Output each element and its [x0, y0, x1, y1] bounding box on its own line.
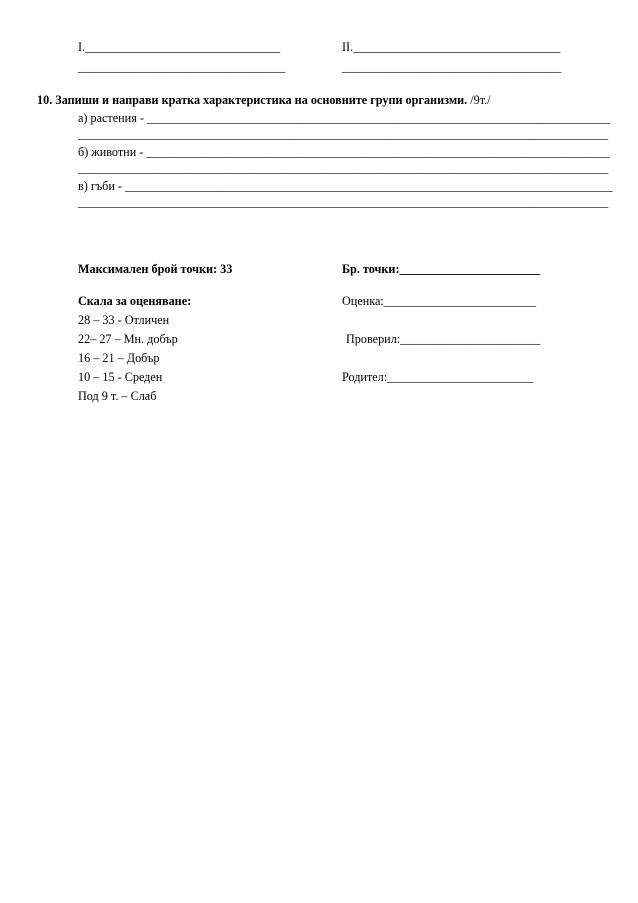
answer-line-ii-1[interactable]: II.__________________________________ — [342, 40, 561, 54]
answer-line-ii-2[interactable]: ____________________________________ — [342, 60, 562, 74]
answer-plants[interactable]: а) растения - ____________________________________________________________________________ — [78, 111, 611, 125]
grade-field[interactable]: Оценка:_________________________ — [342, 294, 537, 308]
answer-line-i-2[interactable]: __________________________________ — [78, 60, 286, 74]
max-points: Максимален брой точки: 33 — [78, 262, 233, 276]
answer-line-i-1[interactable]: I.________________________________ — [78, 40, 281, 54]
scale-row-poor: Под 9 т. – Слаб — [78, 389, 157, 403]
scale-row-very-good: 22– 27 – Мн. добър — [78, 332, 178, 346]
scale-row-average: 10 – 15 - Среден — [78, 370, 163, 384]
scale-row-excellent: 28 – 33 - Отличен — [78, 313, 170, 327]
scale-row-good: 16 – 21 – Добър — [78, 351, 160, 365]
checked-by-field[interactable]: Проверил:_______________________ — [346, 332, 541, 346]
points-field[interactable]: Бр. точки:_______________________ — [342, 262, 540, 276]
answer-line-plants[interactable]: _______________________________________________________________________________________ — [78, 127, 609, 141]
question-10-prompt — [37, 93, 491, 107]
answer-animals[interactable]: б) животни - ____________________________________________________________________________ — [78, 145, 610, 159]
answer-fungi[interactable]: в) гъби - ________________________________________________________________________________ — [78, 179, 613, 193]
answer-line-animals[interactable]: _______________________________________________________________________________________ — [78, 161, 609, 175]
question-10-points: /9т./ — [467, 93, 491, 107]
parent-field[interactable]: Родител:________________________ — [342, 370, 534, 384]
question-10-text: 10. Запиши и направи кратка характеристика на основните групи организми. — [37, 93, 468, 107]
answer-line-fungi[interactable]: _______________________________________________________________________________________ — [78, 195, 609, 209]
grading-scale-title: Скала за оценяване: — [78, 294, 192, 308]
